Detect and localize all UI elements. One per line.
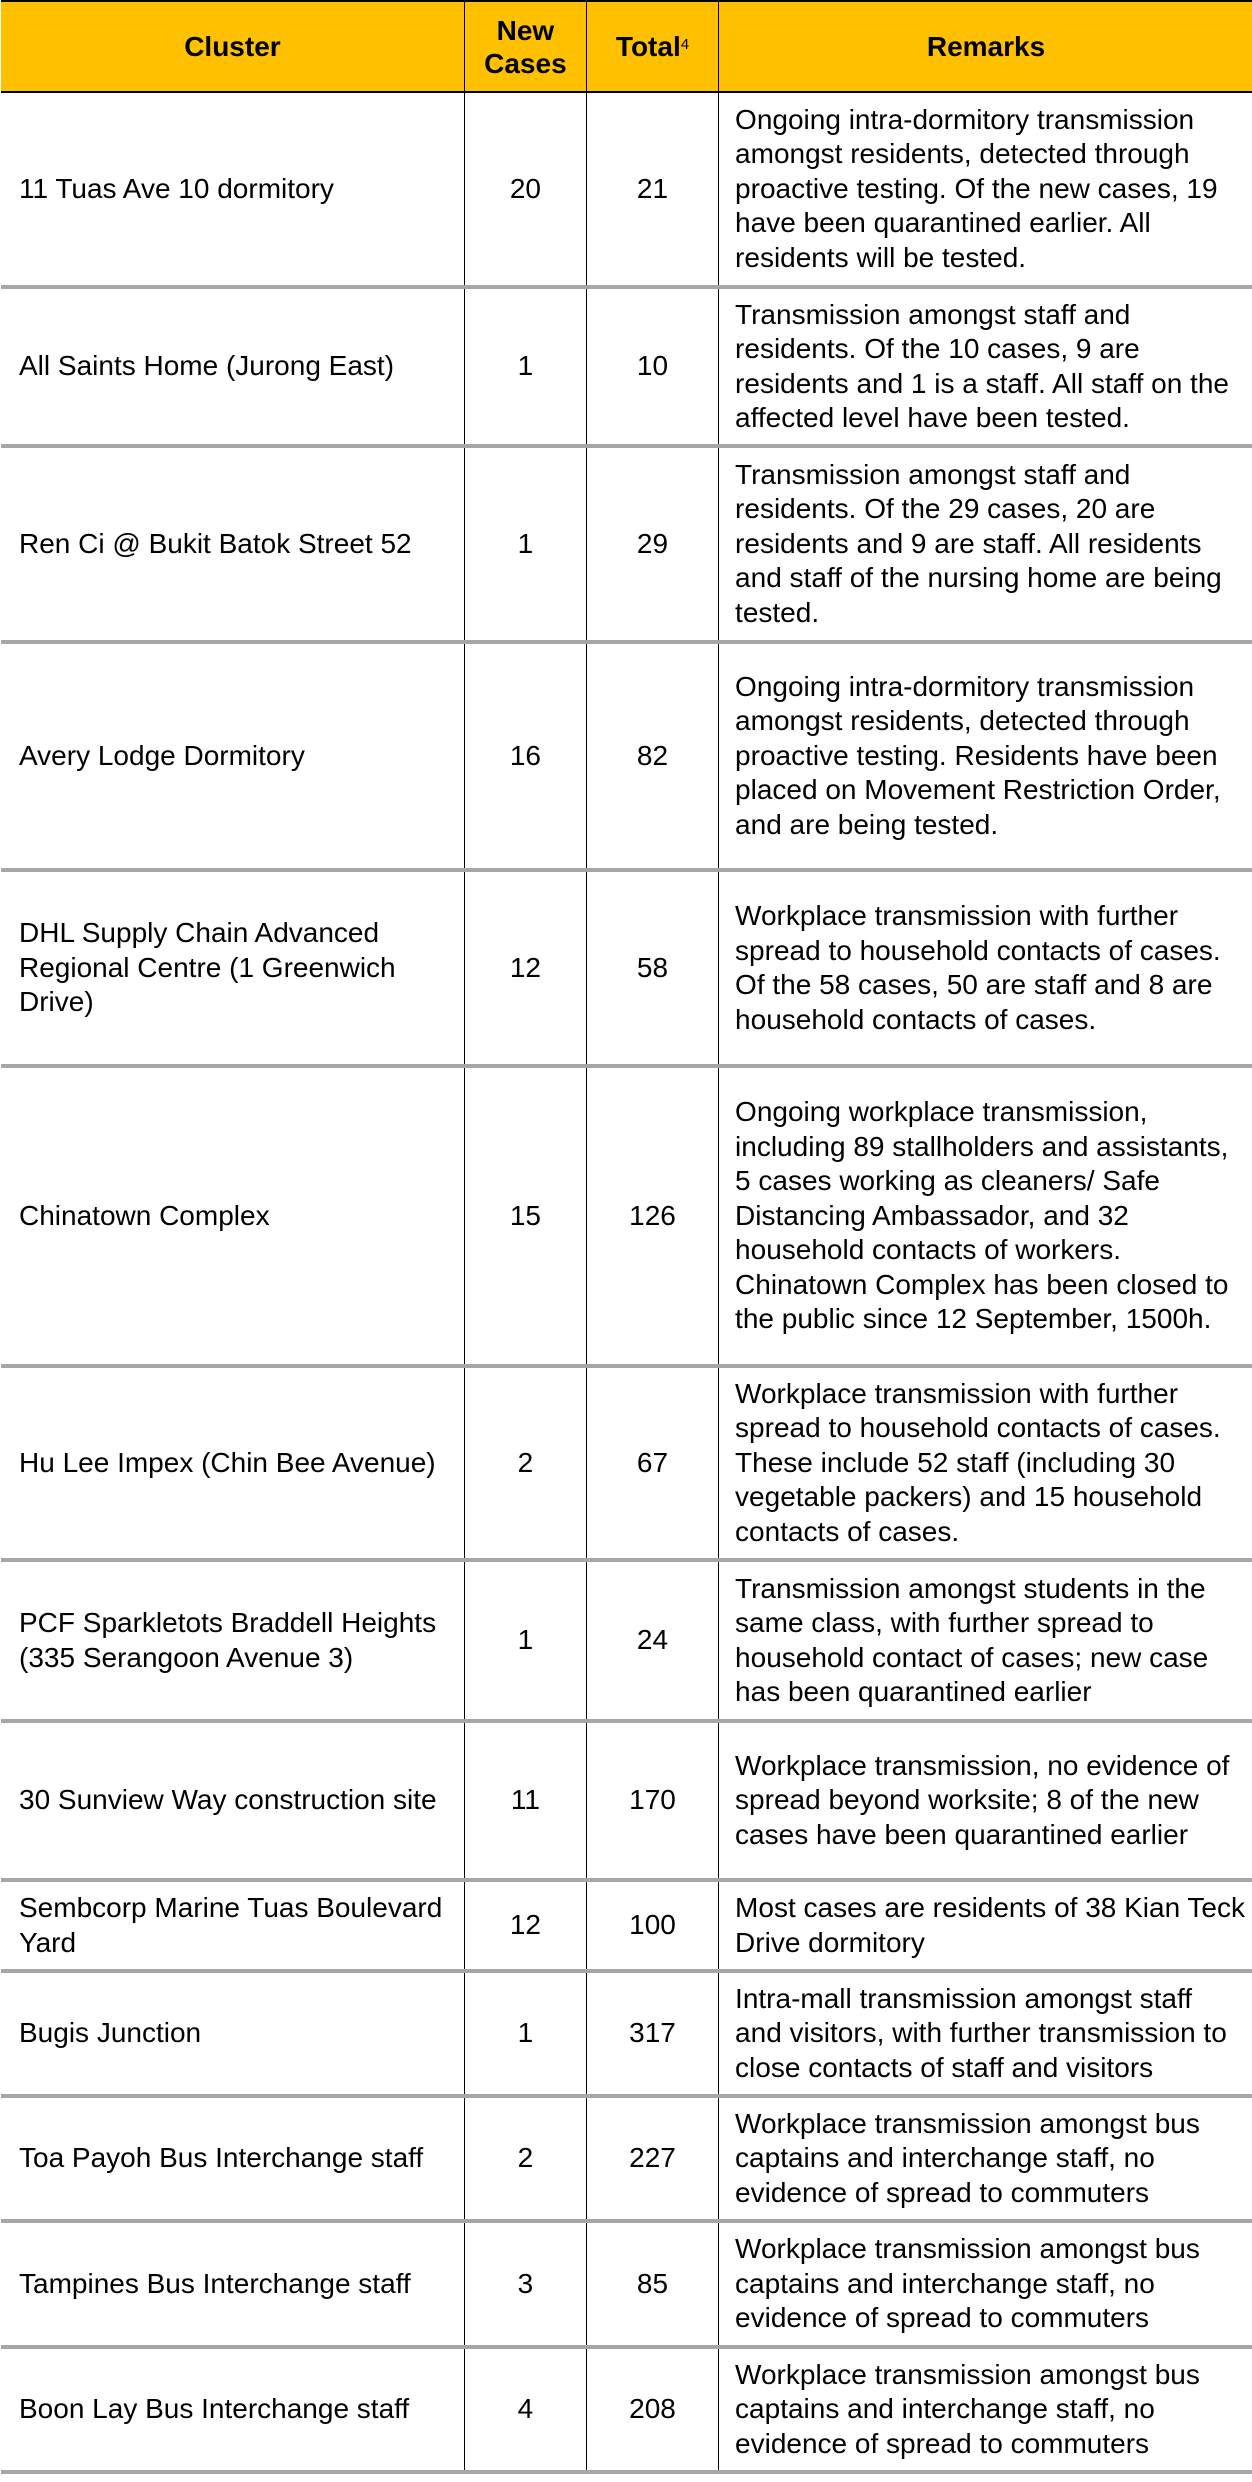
table-row <box>1 642 1252 870</box>
total-cell: 85 <box>586 2221 718 2347</box>
table-row <box>1 1880 1252 1971</box>
total-cell: 10 <box>586 287 718 446</box>
table-row <box>1 2347 1252 2472</box>
remarks-cell: Ongoing workplace transmission, including 89 stallholders and assistants, 5 cases working as cleaners/ Safe Distancing Ambassador, and 32 household contacts of workers. Chinatown Complex has been closed to the public since 12 September, 1500h. <box>719 1066 1252 1366</box>
remarks-cell: Ongoing intra-dormitory transmission amongst residents, detected through proactive testing. Of the new cases, 19 have been quarantined earlier. All residents will be tested. <box>719 92 1252 287</box>
table-row <box>1 2096 1252 2221</box>
table-row <box>1 870 1252 1066</box>
remarks-cell: Workplace transmission with further spread to household contacts of cases. Of the 58 cases, 50 are staff and 8 are household contacts of cases. <box>719 870 1252 1066</box>
cluster-cell: DHL Supply Chain Advanced Regional Centre (1 Greenwich Drive) <box>1 870 464 1066</box>
header-total-label: Total <box>615 31 681 62</box>
cluster-cell: Bugis Junction <box>1 1971 464 2096</box>
total-cell: 29 <box>586 446 718 642</box>
table-row <box>1 1721 1252 1880</box>
new-cases-cell: 15 <box>464 1066 586 1366</box>
remarks-cell: Workplace transmission, no evidence of spread beyond worksite; 8 of the new cases have been quarantined earlier <box>719 1721 1252 1880</box>
cluster-cell: Hu Lee Impex (Chin Bee Avenue) <box>1 1366 464 1560</box>
remarks-cell: Workplace transmission amongst bus captains and interchange staff, no evidence of spread to commuters <box>719 2096 1252 2221</box>
remarks-cell: Ongoing intra-dormitory transmission amongst residents, detected through proactive testing. Residents have been placed on Movement Restriction Order, and are being tested. <box>719 642 1252 870</box>
remarks-cell: Intra-mall transmission amongst staff and visitors, with further transmission to close contacts of staff and visitors <box>719 1971 1252 2096</box>
table-row <box>1 92 1252 287</box>
remarks-cell: Transmission amongst staff and residents. Of the 29 cases, 20 are residents and 9 are staff. All residents and staff of the nursing home are being tested. <box>719 446 1252 642</box>
total-cell: 208 <box>586 2347 718 2472</box>
header-new-cases <box>464 1 586 92</box>
cluster-cell: Avery Lodge Dormitory <box>1 642 464 870</box>
table-row <box>1 1560 1252 1721</box>
remarks-cell: Workplace transmission amongst bus captains and interchange staff, no evidence of spread to commuters <box>719 2347 1252 2472</box>
new-cases-cell: 1 <box>464 1560 586 1721</box>
cluster-cell: Chinatown Complex <box>1 1066 464 1366</box>
header-total <box>586 1 718 92</box>
header-remarks: Remarks <box>719 1 1252 92</box>
cluster-cell: Tampines Bus Interchange staff <box>1 2221 464 2347</box>
table-row <box>1 2221 1252 2347</box>
table-row <box>1 1366 1252 1560</box>
table-row <box>1 287 1252 446</box>
header-total-footnote: 4 <box>680 36 690 53</box>
total-cell: 24 <box>586 1560 718 1721</box>
total-cell: 67 <box>586 1366 718 1560</box>
table-row <box>1 1066 1252 1366</box>
cluster-cell: All Saints Home (Jurong East) <box>1 287 464 446</box>
new-cases-cell: 3 <box>464 2221 586 2347</box>
header-row <box>1 1 1252 92</box>
cluster-cell: 11 Tuas Ave 10 dormitory <box>1 92 464 287</box>
total-cell: 100 <box>586 1880 718 1971</box>
cluster-cell: Sembcorp Marine Tuas Boulevard Yard <box>1 1880 464 1971</box>
new-cases-cell: 2 <box>464 1366 586 1560</box>
remarks-cell: Workplace transmission amongst bus captains and interchange staff, no evidence of spread to commuters <box>719 2221 1252 2347</box>
total-cell: 21 <box>586 92 718 287</box>
new-cases-cell: 2 <box>464 2096 586 2221</box>
header-new-cases-label: New Cases <box>484 14 567 79</box>
new-cases-cell: 16 <box>464 642 586 870</box>
cluster-cell: Ren Ci @ Bukit Batok Street 52 <box>1 446 464 642</box>
new-cases-cell: 1 <box>464 1971 586 2096</box>
cluster-cell: Toa Payoh Bus Interchange staff <box>1 2096 464 2221</box>
total-cell: 317 <box>586 1971 718 2096</box>
table-row <box>1 446 1252 642</box>
clusters-table <box>1 0 1252 2474</box>
new-cases-cell: 12 <box>464 870 586 1066</box>
cluster-cell: 30 Sunview Way construction site <box>1 1721 464 1880</box>
total-cell: 170 <box>586 1721 718 1880</box>
new-cases-cell: 20 <box>464 92 586 287</box>
cluster-cell: PCF Sparkletots Braddell Heights (335 Serangoon Avenue 3) <box>1 1560 464 1721</box>
remarks-cell: Transmission amongst students in the same class, with further spread to household contact of cases; new case has been quarantined earlier <box>719 1560 1252 1721</box>
new-cases-cell: 1 <box>464 287 586 446</box>
remarks-cell: Workplace transmission with further spread to household contacts of cases. These include 52 staff (including 30 vegetable packers) and 15 household contacts of cases. <box>719 1366 1252 1560</box>
table-row <box>1 1971 1252 2096</box>
total-cell: 126 <box>586 1066 718 1366</box>
header-cluster: Cluster <box>1 1 464 92</box>
cluster-cell: Boon Lay Bus Interchange staff <box>1 2347 464 2472</box>
remarks-cell: Transmission amongst staff and residents. Of the 10 cases, 9 are residents and 1 is a staff. All staff on the affected level have been tested. <box>719 287 1252 446</box>
new-cases-cell: 12 <box>464 1880 586 1971</box>
new-cases-cell: 1 <box>464 446 586 642</box>
total-cell: 58 <box>586 870 718 1066</box>
total-cell: 227 <box>586 2096 718 2221</box>
total-cell: 82 <box>586 642 718 870</box>
remarks-cell: Most cases are residents of 38 Kian Teck Drive dormitory <box>719 1880 1252 1971</box>
new-cases-cell: 4 <box>464 2347 586 2472</box>
new-cases-cell: 11 <box>464 1721 586 1880</box>
table-body <box>1 92 1252 2472</box>
